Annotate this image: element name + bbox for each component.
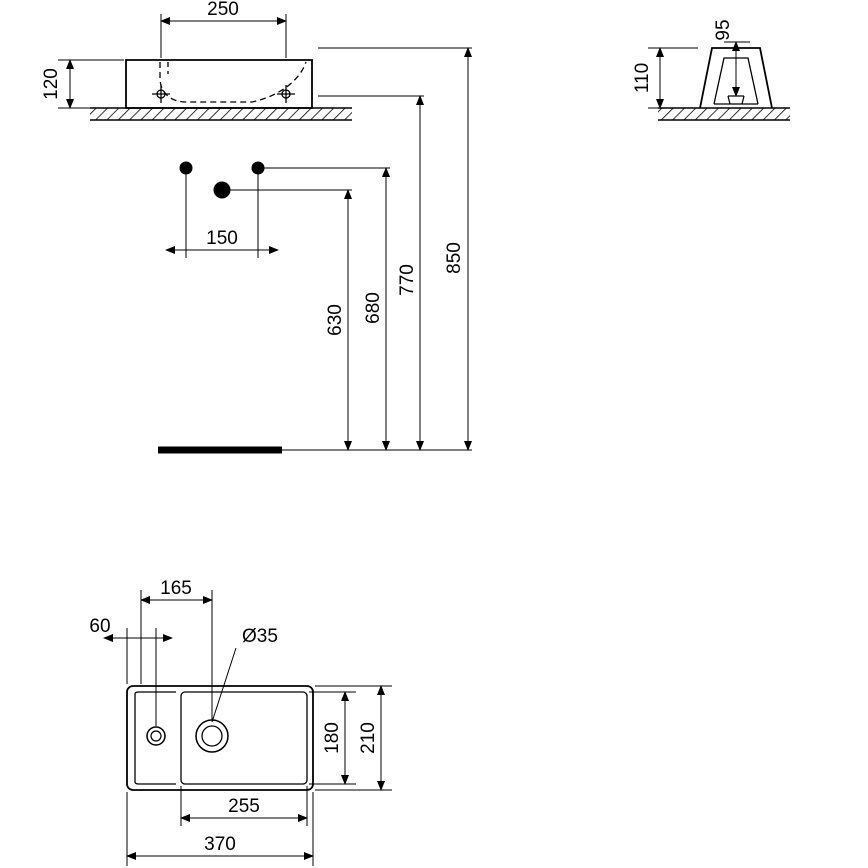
dim-inner-depth: 180	[322, 722, 343, 754]
dim-overall-depth-height: 110	[632, 62, 653, 94]
dim-supply-spacing: 150	[206, 228, 238, 249]
dim-tap-hole-diameter: Ø35	[242, 626, 278, 647]
front-elevation-view	[41, 0, 472, 450]
dim-rim-height: 850	[444, 242, 465, 274]
dim-tap-hole-offset: 165	[160, 578, 192, 599]
dim-waste-height: 630	[325, 304, 346, 336]
dim-overall-width: 370	[204, 834, 236, 855]
dim-left-hole-offset: 60	[89, 616, 111, 637]
dim-basin-height: 120	[41, 68, 62, 100]
dim-overall-depth: 210	[358, 722, 379, 754]
dim-inner-width: 255	[228, 796, 260, 817]
dim-supply-height: 680	[363, 292, 384, 324]
dim-lower-fixing-height: 770	[397, 264, 418, 296]
dim-bowl-depth: 95	[713, 19, 734, 41]
side-elevation-view	[632, 19, 790, 120]
dim-tap-hole-spacing: 250	[207, 0, 239, 20]
plan-view	[89, 578, 392, 866]
